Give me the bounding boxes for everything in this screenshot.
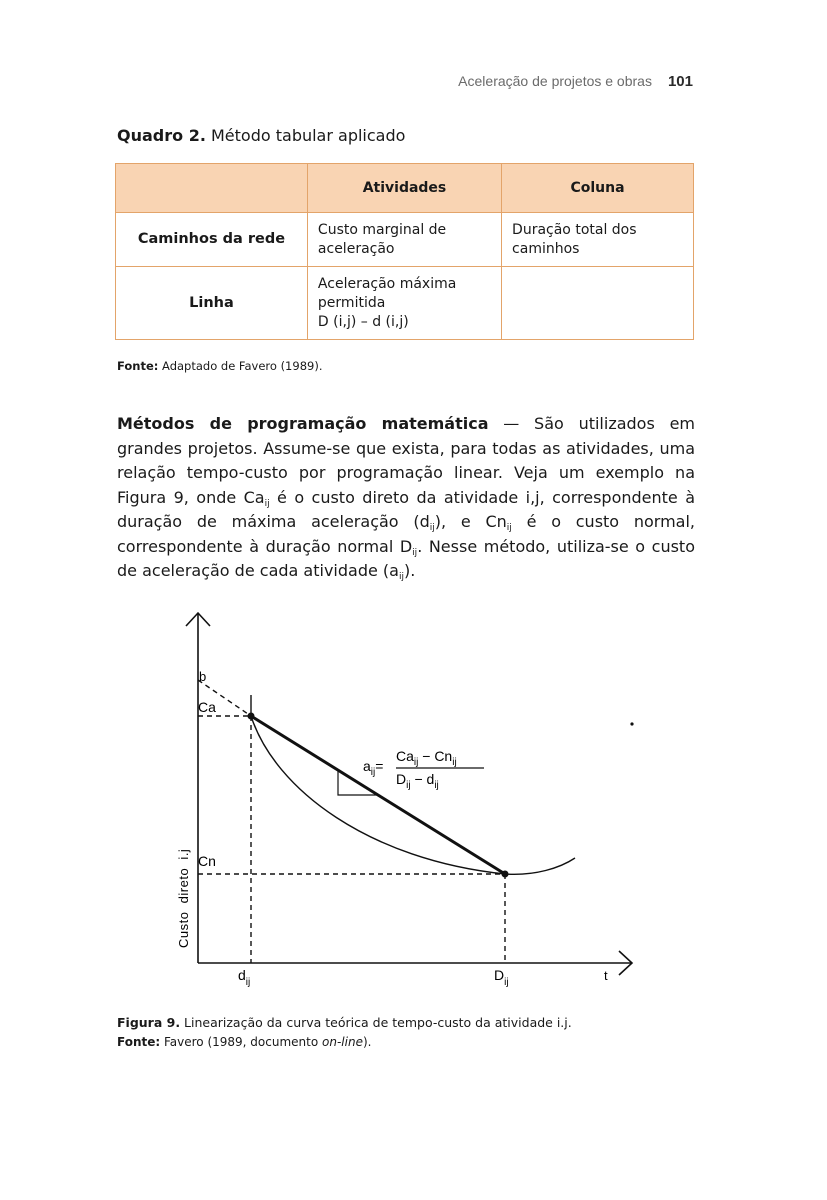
- table-header-cell: [116, 164, 308, 213]
- source-label: Fonte:: [117, 359, 159, 373]
- x-axis: [198, 951, 632, 975]
- quadro-label: Quadro 2.: [117, 126, 206, 145]
- y-axis-label: Custo direto i.j: [176, 848, 191, 948]
- label-ca: Ca: [198, 699, 216, 715]
- table-header-coluna: Coluna: [502, 164, 694, 213]
- label-dij: $d_{ij}$: [238, 967, 251, 988]
- theoretical-curve: [251, 716, 575, 874]
- paragraph-text: é o custo normal, correspondente à duração normal D: [117, 512, 696, 556]
- source-text: Favero (1989, documento: [160, 1035, 323, 1049]
- table-cell: [307, 213, 501, 267]
- table-cell: [502, 213, 694, 267]
- label-b: b: [199, 669, 207, 684]
- table-cell-empty: [502, 267, 694, 340]
- subscript: ij: [506, 523, 512, 533]
- table-source: [117, 359, 322, 373]
- table-cell: [307, 267, 501, 340]
- label-Dij: $D_{ij}$: [494, 967, 509, 988]
- caption-label: Figura 9.: [117, 1015, 181, 1030]
- dashed-guides: [198, 680, 505, 963]
- point-cn: [502, 871, 509, 878]
- paragraph-text: — São utilizados em grandes projetos. Assume-se que exista, para todas as atividades, uma relação tempo-custo por programação linear. Veja um exemplo na Figura 9, onde Ca: [117, 414, 695, 507]
- formula-denominator: $D_{ij} - d_{ij}$: [396, 771, 439, 791]
- table-row: [116, 267, 694, 340]
- page-number: 101: [667, 73, 693, 90]
- row-head-linha: Linha: [116, 267, 308, 340]
- time-cost-figure: [160, 600, 650, 1000]
- table-header-row: [116, 164, 694, 213]
- cell-line: Duração total dos: [512, 221, 637, 238]
- subscript: ij: [264, 498, 270, 509]
- formula-lhs: $a_{ij}=$: [363, 758, 384, 778]
- slope-formula: [363, 748, 484, 791]
- x-axis-label: t: [604, 968, 608, 983]
- row-head-caminhos: Caminhos da rede: [116, 213, 308, 267]
- point-ca: [248, 713, 255, 720]
- subscript: ij: [429, 523, 435, 533]
- method-table: [115, 163, 694, 340]
- label-cn: Cn: [198, 853, 216, 869]
- subscript: ij: [398, 572, 404, 582]
- cell-line: D (i,j) – d (i,j): [317, 313, 409, 330]
- cell-line: aceleração: [317, 240, 395, 257]
- running-head-title: Aceleração de projetos e obras: [458, 73, 652, 89]
- quadro-title: [117, 126, 405, 145]
- cell-line: caminhos: [512, 240, 580, 257]
- formula-numerator: $Ca_{ij} - Cn_{ij}$: [396, 748, 457, 768]
- cell-line: permitida: [317, 294, 386, 311]
- subscript: ij: [412, 547, 418, 558]
- caption-text: Linearização da curva teórica de tempo-custo da atividade i.j.: [180, 1015, 572, 1030]
- paragraph-text: . Nesse método, utiliza-se o custo de aceleração de cada atividade (a: [117, 536, 695, 580]
- source-end: ).: [362, 1035, 372, 1049]
- source-text: Adaptado de Favero (1989).: [158, 359, 323, 373]
- figure-caption: [117, 1015, 572, 1030]
- paragraph-text: ).: [403, 561, 416, 580]
- paragraph-text: é o custo direto da atividade i,j, correspondente à duração de máxima aceleração (d: [117, 487, 695, 531]
- paragraph-lead: Métodos de programação matemática: [117, 414, 489, 433]
- cell-line: Aceleração máxima: [317, 275, 457, 292]
- source-label: Fonte:: [117, 1035, 161, 1049]
- stray-dot: [630, 722, 633, 725]
- quadro-title-text: Método tabular aplicado: [205, 126, 406, 145]
- paragraph-text: ), e Cn: [434, 512, 507, 531]
- body-paragraph: [117, 412, 695, 584]
- cell-line: Custo marginal de: [317, 221, 447, 238]
- figure-source: [117, 1035, 371, 1049]
- running-head: [458, 73, 693, 90]
- table-row: [116, 213, 694, 267]
- source-italic: on-line: [322, 1035, 363, 1049]
- table-header-atividades: Atividades: [307, 164, 501, 213]
